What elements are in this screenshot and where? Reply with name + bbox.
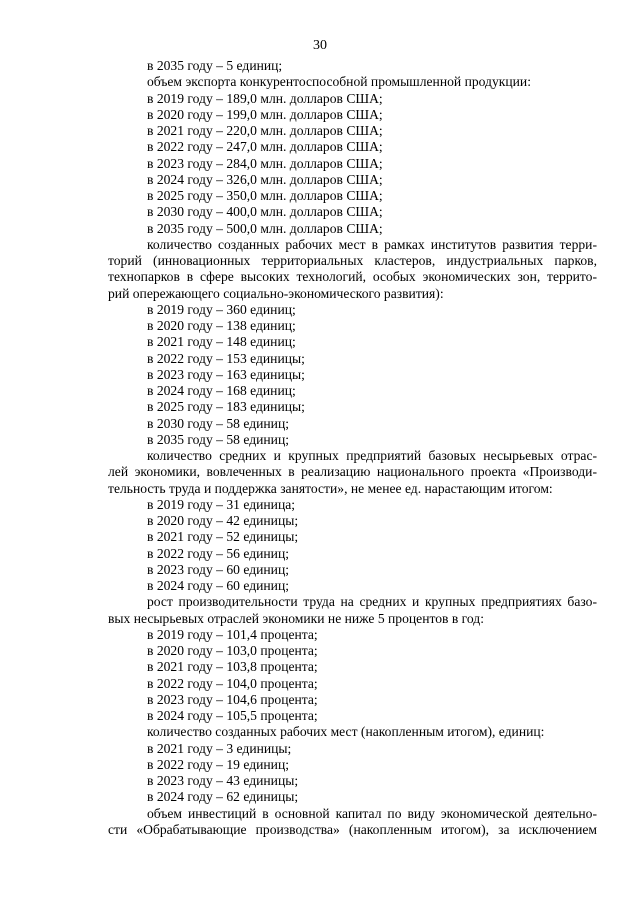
text-line: в 2023 году – 60 единиц; [147,561,289,577]
text-line: в 2024 году – 168 единиц; [147,383,296,398]
text-line: в 2035 году – 500,0 млн. долларов США; [147,220,383,236]
text-line: в 2020 году – 199,0 млн. долларов США; [147,106,383,122]
text-line: объем экспорта конкурентоспособной промышленной продукции: [147,74,531,90]
text-line: торий (инновационных территориальных кластеров, индустриальных парков, [108,253,597,268]
text-line: в 2021 году – 103,8 процента; [147,659,318,675]
text-line: в 2020 году – 103,0 процента; [147,643,318,658]
text-line: технопарков в сфере высоких технологий, особых экономических зон, террито- [108,269,597,285]
text-line: количество созданных рабочих мест (накопленным итогом), единиц: [147,724,545,740]
text-line: объем инвестиций в основной капитал по виду экономической деятельно- [147,805,597,821]
text-line: сти «Обрабатывающие производства» (накопленным итогом), за исключением [108,821,597,837]
text-line: в 2021 году – 220,0 млн. долларов США; [147,123,383,138]
text-line: в 2019 году – 31 единица; [147,496,296,512]
text-line: вых несырьевых отраслей экономики не ниже 5 процентов в год: [108,610,485,626]
text-line: в 2023 году – 43 единицы; [147,773,299,788]
document-body [108,58,597,838]
text-line: в 2020 году – 42 единицы; [147,513,299,528]
text-line: в 2030 году – 400,0 млн. долларов США; [147,204,383,220]
text-line: в 2022 году – 56 единиц; [147,545,289,561]
text-line: в 2030 году – 58 единиц; [147,415,289,431]
text-line: в 2023 году – 163 единицы; [147,366,305,382]
text-line: в 2022 году – 153 единицы; [147,350,305,366]
text-line: количество созданных рабочих мест в рамках институтов развития терри- [147,236,597,252]
text-line: в 2021 году – 3 единицы; [147,740,292,756]
text-line: в 2022 году – 247,0 млн. долларов США; [147,139,383,155]
text-line: в 2023 году – 104,6 процента; [147,691,318,707]
text-line: в 2021 году – 148 единиц; [147,334,296,350]
text-line: в 2020 году – 138 единиц; [147,318,296,333]
text-line: в 2019 году – 101,4 процента; [147,626,318,642]
text-line: в 2035 году – 58 единиц; [147,431,289,447]
text-line: в 2035 году – 5 единиц; [147,58,283,73]
text-line: лей экономики, вовлеченных в реализацию национального проекта «Производи- [108,464,597,480]
text-line: в 2023 году – 284,0 млн. долларов США; [147,155,383,171]
text-line: в 2025 году – 183 единицы; [147,399,305,415]
text-line: в 2019 году – 360 единиц; [147,301,296,317]
page-number: 30 [313,38,327,53]
text-line: в 2024 году – 62 единицы; [147,789,299,805]
text-line: в 2022 году – 19 единиц; [147,756,289,772]
text-line: рий опережающего социально-экономического развития): [108,285,444,301]
text-line: в 2022 году – 104,0 процента; [147,675,318,691]
text-line: рост производительности труда на средних и крупных предприятиях базо- [147,594,597,610]
text-line: в 2021 году – 52 единицы; [147,529,299,545]
text-line: в 2024 году – 105,5 процента; [147,708,318,723]
text-line: тельность труда и поддержка занятости», не менее ед. нарастающим итогом: [108,480,553,496]
text-line: в 2024 году – 326,0 млн. долларов США; [147,171,383,187]
text-line: количество средних и крупных предприятий базовых несырьевых отрас- [147,448,597,463]
text-line: в 2019 году – 189,0 млн. долларов США; [147,90,383,106]
text-line: в 2024 году – 60 единиц; [147,578,289,593]
text-line: в 2025 году – 350,0 млн. долларов США; [147,188,383,203]
